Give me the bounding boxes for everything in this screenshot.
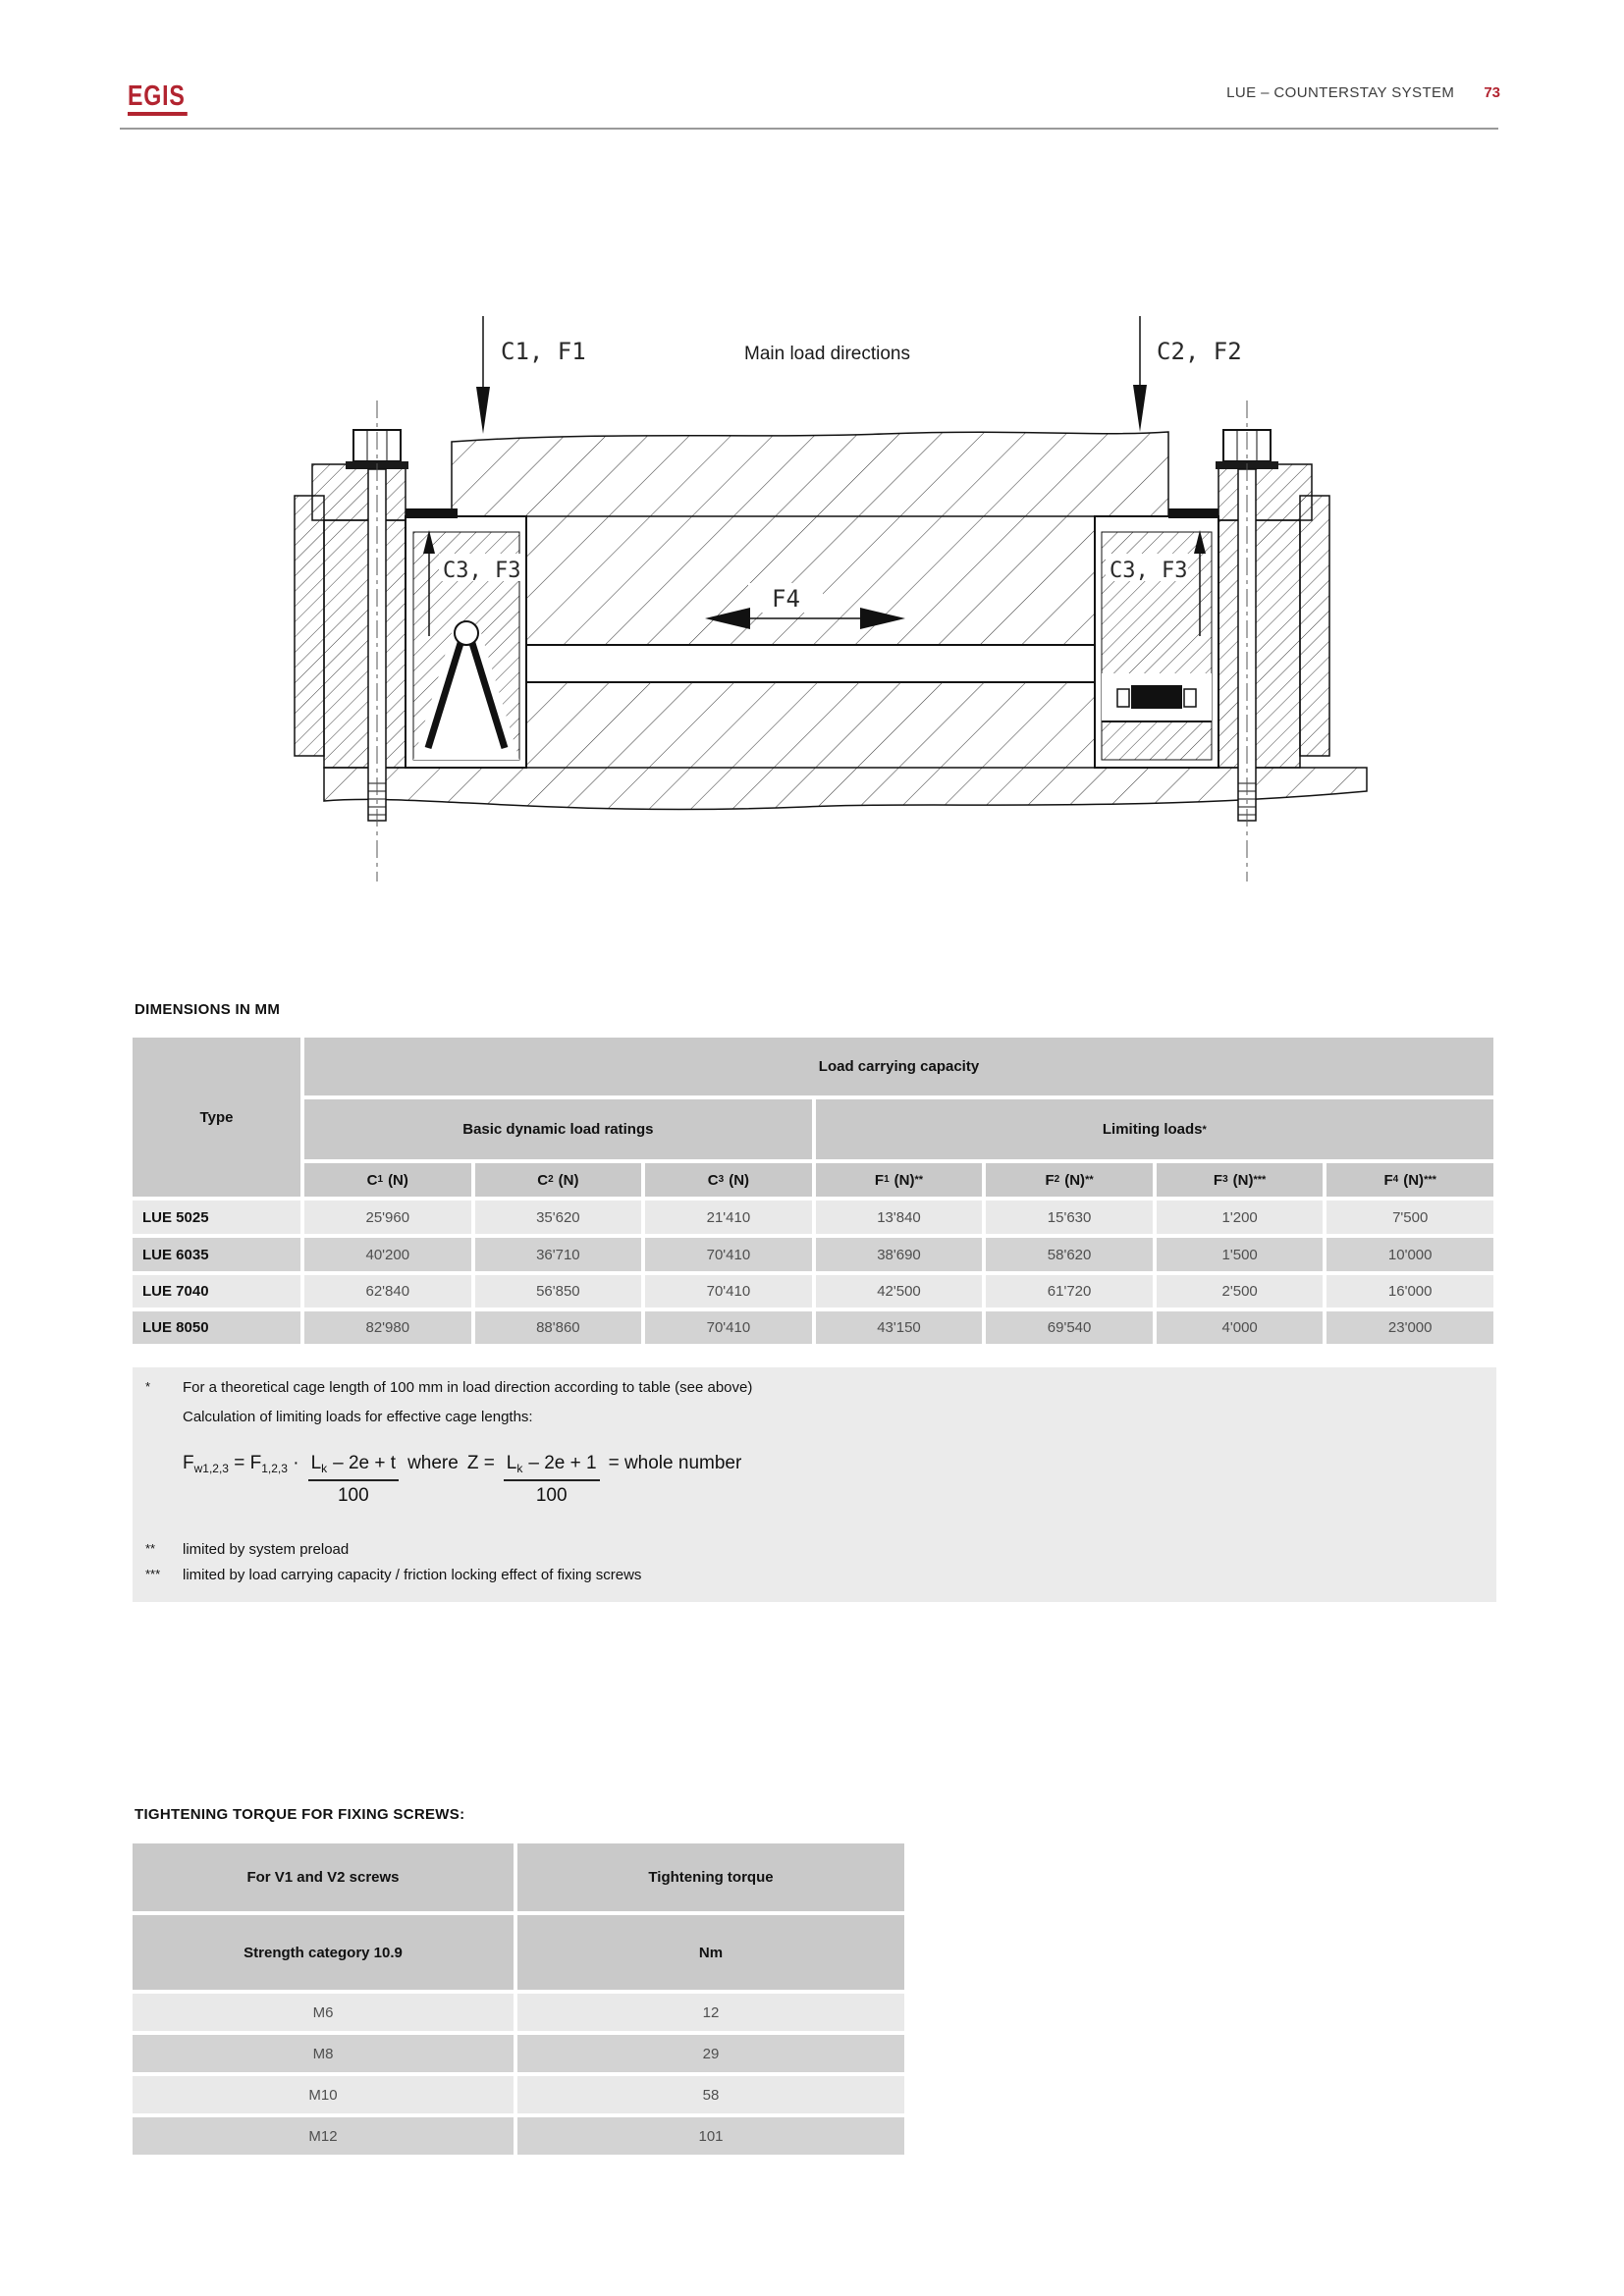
- column-header-f2: F 2 (N) **: [986, 1163, 1153, 1197]
- torque-cell: 12: [517, 1994, 904, 2031]
- lower-block: [526, 682, 1095, 768]
- value-cell: 25'960: [304, 1201, 471, 1234]
- right-cavity: [1095, 508, 1218, 768]
- value-cell: 1'500: [1157, 1238, 1324, 1271]
- value-cell: 61'720: [986, 1275, 1153, 1308]
- torque-section-heading: TIGHTENING TORQUE FOR FIXING SCREWS:: [135, 1806, 465, 1823]
- footnote-double-star-symbol: **: [145, 1541, 156, 1556]
- roller-block: [1131, 685, 1182, 709]
- torque-col2-header: Tightening torque: [517, 1843, 904, 1911]
- load-capacity-table: [133, 1038, 1493, 1344]
- column-header-type: Type: [133, 1038, 300, 1197]
- subgroup-header-limiting: Limiting loads *: [816, 1099, 1493, 1159]
- value-cell: 70'410: [645, 1311, 812, 1344]
- mid-block: [526, 516, 1095, 645]
- value-cell: 4'000: [1157, 1311, 1324, 1344]
- column-header-f3: F 3 (N) ***: [1157, 1163, 1324, 1197]
- torque-cell: 58: [517, 2076, 904, 2113]
- type-cell: LUE 7040: [133, 1275, 300, 1308]
- value-cell: 35'620: [475, 1201, 642, 1234]
- counterstay-cross-section-drawing: [0, 0, 1624, 942]
- value-cell: 43'150: [816, 1311, 983, 1344]
- screw-cell: M12: [133, 2117, 514, 2155]
- footnote-star-line2: Calculation of limiting loads for effective cage lengths:: [183, 1409, 533, 1425]
- value-cell: 1'200: [1157, 1201, 1324, 1234]
- footnote-double-star-text: limited by system preload: [183, 1541, 350, 1558]
- value-cell: 7'500: [1326, 1201, 1493, 1234]
- column-header-c3: C 3 (N): [645, 1163, 812, 1197]
- load-direction-c1: [476, 316, 586, 434]
- torque-col1-subheader: Strength category 10.9: [133, 1915, 514, 1990]
- column-header-c1: C 1 (N): [304, 1163, 471, 1197]
- top-slab: [452, 432, 1168, 516]
- left-housing: [295, 464, 406, 768]
- value-cell: 58'620: [986, 1238, 1153, 1271]
- load-direction-c2: [1133, 316, 1242, 432]
- footnote-star-line1: For a theoretical cage length of 100 mm in load direction according to table (see above): [183, 1379, 753, 1396]
- value-cell: 2'500: [1157, 1275, 1324, 1308]
- seal-right: [1168, 508, 1218, 518]
- value-cell: 56'850: [475, 1275, 642, 1308]
- value-cell: 88'860: [475, 1311, 642, 1344]
- type-cell: LUE 6035: [133, 1238, 300, 1271]
- torque-cell: 29: [517, 2035, 904, 2072]
- value-cell: 16'000: [1326, 1275, 1493, 1308]
- value-cell: 70'410: [645, 1238, 812, 1271]
- seal-left: [406, 508, 458, 518]
- torque-col1-header: For V1 and V2 screws: [133, 1843, 514, 1911]
- left-cavity: [406, 508, 526, 768]
- torque-cell: 101: [517, 2117, 904, 2155]
- footnote-triple-star-text: limited by load carrying capacity / friction locking effect of fixing screws: [183, 1567, 642, 1583]
- value-cell: 10'000: [1326, 1238, 1493, 1271]
- label-c3f3-right: C3, F3: [1110, 559, 1188, 583]
- value-cell: 13'840: [816, 1201, 983, 1234]
- footnote-box: [133, 1367, 1496, 1602]
- subgroup-header-dynamic: Basic dynamic load ratings: [304, 1099, 812, 1159]
- dimensions-note: DIMENSIONS IN MM: [135, 1001, 281, 1018]
- value-cell: 40'200: [304, 1238, 471, 1271]
- fraction-1: $\frac{L_k - 2e + t}{100}$: [308, 1453, 400, 1507]
- value-cell: 62'840: [304, 1275, 471, 1308]
- footnote-triple-star-symbol: ***: [145, 1567, 161, 1581]
- right-housing: [1218, 464, 1329, 768]
- screw-cell: M10: [133, 2076, 514, 2113]
- screw-cell: M6: [133, 1994, 514, 2031]
- column-header-f1: F 1 (N) **: [816, 1163, 983, 1197]
- fraction-2: $\frac{L_k - 2e + 1}{100}$: [504, 1453, 600, 1507]
- footnote-star-symbol: *: [145, 1379, 151, 1394]
- value-cell: 36'710: [475, 1238, 642, 1271]
- machine-bed: [324, 768, 1367, 809]
- screw-cell: M8: [133, 2035, 514, 2072]
- value-cell: 23'000: [1326, 1311, 1493, 1344]
- page-number: 73: [1484, 84, 1500, 101]
- value-cell: 82'980: [304, 1311, 471, 1344]
- roller: [455, 621, 478, 645]
- tightening-torque-table: [133, 1843, 904, 2155]
- label-c3f3-left: C3, F3: [443, 559, 521, 583]
- type-cell: LUE 5025: [133, 1201, 300, 1234]
- column-header-c2: C 2 (N): [475, 1163, 642, 1197]
- value-cell: 21'410: [645, 1201, 812, 1234]
- rail-channel: [526, 645, 1095, 682]
- label-f4: F4: [772, 585, 800, 613]
- group-header-load-capacity: Load carrying capacity: [304, 1038, 1493, 1095]
- page-title: LUE – COUNTERSTAY SYSTEM: [1226, 84, 1455, 101]
- label-c2f2: C2, F2: [1157, 338, 1242, 365]
- value-cell: 42'500: [816, 1275, 983, 1308]
- diagram-title: Main load directions: [744, 344, 910, 364]
- label-c1f1: C1, F1: [501, 338, 586, 365]
- value-cell: 38'690: [816, 1238, 983, 1271]
- value-cell: 70'410: [645, 1275, 812, 1308]
- torque-col2-subheader: Nm: [517, 1915, 904, 1990]
- value-cell: 15'630: [986, 1201, 1153, 1234]
- type-cell: LUE 8050: [133, 1311, 300, 1344]
- egis-logo: EGIS: [128, 82, 188, 116]
- value-cell: 69'540: [986, 1311, 1153, 1344]
- limiting-load-formula: $F_{w1,2,3} = F_{1,2,3}$ · $\frac{L_k - 2e + t}{100}$ where Z = $\frac{L_k - 2e + 1}{100}$ = whole number: [183, 1453, 742, 1506]
- column-header-f4: F 4 (N) ***: [1326, 1163, 1493, 1197]
